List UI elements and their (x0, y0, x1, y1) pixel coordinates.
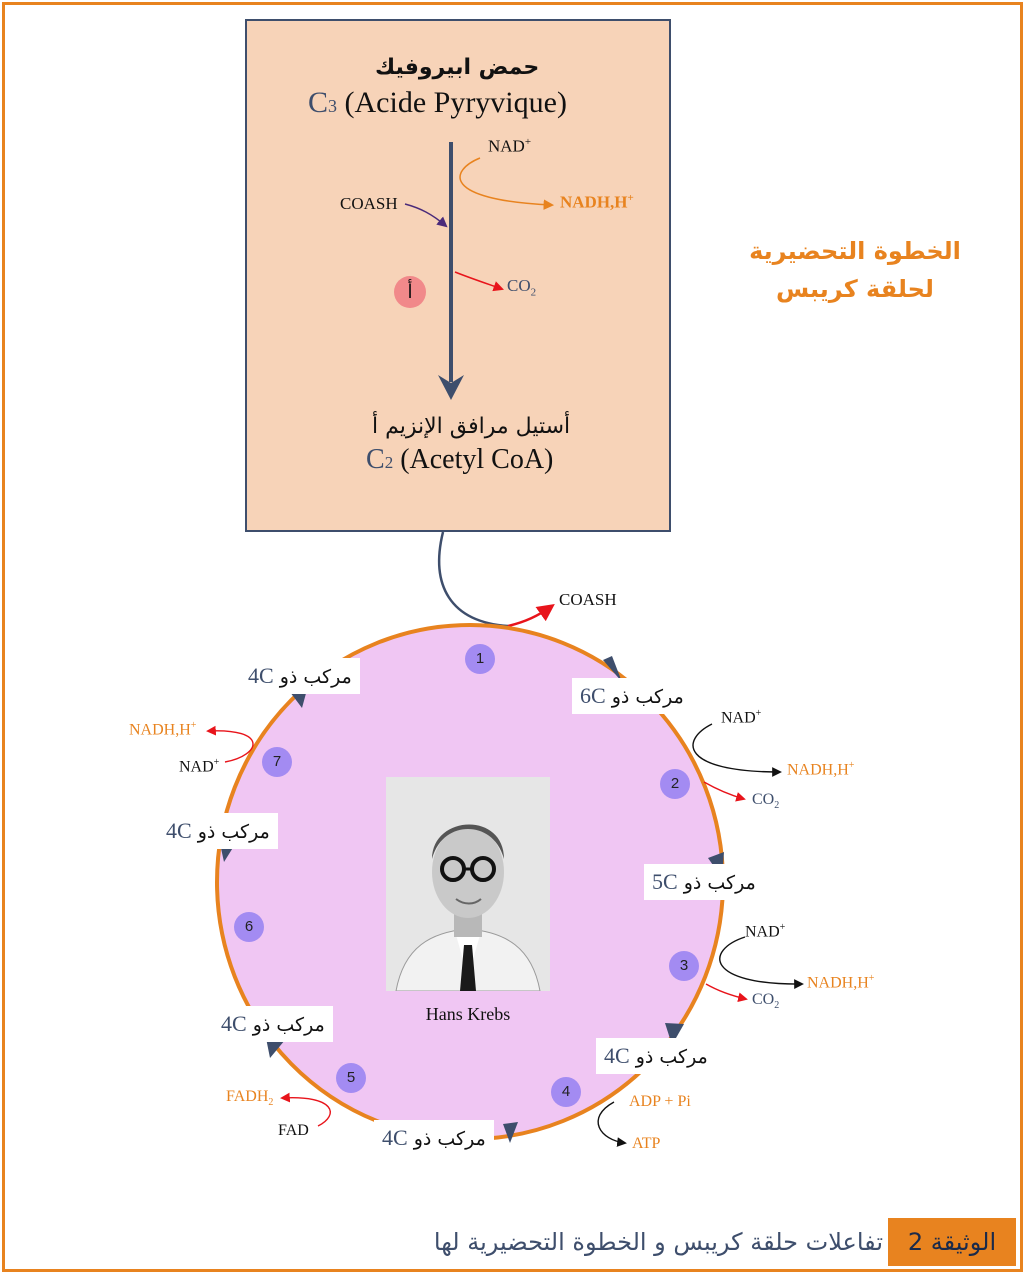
acetyl-to-cycle-connector (439, 532, 508, 626)
step2-nad-arrow (693, 724, 780, 772)
step3-nad-label (745, 922, 785, 941)
document-title: تفاعلات حلقة كريبس و الخطوة التحضيرية لها (433, 1228, 883, 1256)
step-3-marker: 3 (669, 951, 699, 981)
compound-4c-step5-text: مركب ذو (246, 1014, 325, 1036)
compound-4c-step3-count: 4C (604, 1043, 630, 1068)
step3-co2-arrow (706, 984, 746, 999)
prep-nadh-text: NADH,H (560, 192, 628, 212)
step7-nad-label (179, 757, 219, 776)
compound-4c-step7-text: مركب ذو (273, 666, 352, 688)
compound-4c-step3 (596, 1038, 716, 1074)
step3-nad-text: NAD (745, 923, 780, 941)
step2-nadh-text: NADH,H (787, 761, 849, 779)
compound-5c-count: 5C (652, 869, 678, 894)
enzyme-badge: أ (394, 276, 426, 308)
step2-nad-text: NAD (721, 709, 756, 727)
compound-4c-step5-count: 4C (221, 1011, 247, 1036)
step3-nadh-text: NADH,H (807, 974, 869, 992)
step2-co2-sub: 2 (774, 800, 780, 812)
step3-nad-plus: + (779, 922, 786, 933)
prep-nad-arrow (460, 158, 552, 205)
compound-4c-step5 (213, 1006, 333, 1042)
prep-co2-text: CO (507, 276, 531, 295)
preparatory-step-title-line1: الخطوة التحضيرية (749, 237, 961, 265)
step3-nadh-label (807, 973, 874, 992)
prep-coash-arrow (405, 204, 446, 226)
step3-co2-label (752, 991, 779, 1011)
step4-adp-label: ADP + Pi (629, 1093, 691, 1110)
step2-nad-plus: + (755, 708, 762, 719)
portrait-drawing (386, 777, 550, 991)
step-6-marker: 6 (234, 912, 264, 942)
step2-co2-text: CO (752, 791, 775, 808)
step7-nad-text: NAD (179, 758, 214, 776)
step4-atp-arrow (598, 1102, 625, 1143)
prep-nad-plus: + (524, 136, 532, 148)
pyruvic-acid-arabic: حمض ابيروفيك (375, 55, 540, 80)
step7-nadh-label (129, 720, 196, 739)
prep-nadh-plus: + (627, 192, 634, 204)
prep-co2-sub: 2 (530, 286, 537, 299)
step-2-marker: 2 (660, 769, 690, 799)
acetyl-coa-french: (Acetyl CoA) (393, 444, 554, 475)
compound-4c-step3-text: مركب ذو (629, 1046, 708, 1068)
compound-4c-step6-text: مركب ذو (191, 821, 270, 843)
compound-5c (644, 864, 764, 900)
compound-4c-step6 (158, 813, 278, 849)
step-4-marker: 4 (551, 1077, 581, 1107)
step3-co2-text: CO (752, 991, 775, 1008)
acetyl-coa-arabic: أستيل مرافق الإنزيم أ (372, 414, 571, 439)
step2-co2-label (752, 791, 779, 811)
step5-fadh-sub: 2 (268, 1097, 274, 1109)
coash-release-arrow (508, 606, 552, 626)
compound-4c-step6-count: 4C (166, 818, 192, 843)
pyruvic-carbon-count: 3 (328, 96, 338, 116)
step5-fadh-text: FADH (226, 1088, 269, 1105)
compound-4c-step4-count: 4C (382, 1125, 408, 1150)
compound-4c-step7-count: 4C (248, 663, 274, 688)
step3-nadh-plus: + (868, 973, 875, 984)
hans-krebs-portrait (386, 777, 550, 991)
acetyl-carbon-count: 2 (384, 453, 394, 472)
compound-4c-step4-text: مركب ذو (407, 1128, 486, 1150)
prep-nad-text: NAD (488, 136, 525, 156)
pyruvic-acid-french: (Acide Pyryvique) (337, 86, 567, 119)
compound-5c-text: مركب ذو (677, 872, 756, 894)
step5-fad-label: FAD (278, 1122, 309, 1139)
acetyl-carbon-symbol: C (366, 444, 385, 475)
step7-nadh-plus: + (190, 720, 197, 731)
step-1-marker: 1 (465, 644, 495, 674)
step4-atp-label: ATP (632, 1135, 661, 1152)
portrait-caption: Hans Krebs (425, 1004, 511, 1024)
pyruvic-carbon-symbol: C (308, 86, 329, 119)
compound-6c (572, 678, 692, 714)
step-7-marker: 7 (262, 747, 292, 777)
prep-co2-arrow (455, 272, 502, 289)
step2-nadh-label (787, 760, 854, 779)
prep-coash-label: COASH (340, 194, 398, 213)
compound-6c-count: 6C (580, 683, 606, 708)
document-label: الوثيقة 2 (888, 1218, 1016, 1266)
step7-nadh-text: NADH,H (129, 721, 191, 739)
step-5-marker: 5 (336, 1063, 366, 1093)
compound-4c-step7 (240, 658, 360, 694)
step5-fadh2-label (226, 1088, 273, 1108)
step2-nad-label (721, 708, 761, 727)
step7-nad-plus: + (213, 757, 220, 768)
step3-co2-sub: 2 (774, 1000, 780, 1012)
step2-nadh-plus: + (848, 760, 855, 771)
cycle-coash-label: COASH (559, 590, 617, 609)
step3-nad-arrow (720, 937, 802, 984)
compound-4c-step4 (374, 1120, 494, 1156)
compound-6c-text: مركب ذو (605, 686, 684, 708)
preparatory-step-title-line2: لحلقة كريبس (776, 275, 934, 303)
